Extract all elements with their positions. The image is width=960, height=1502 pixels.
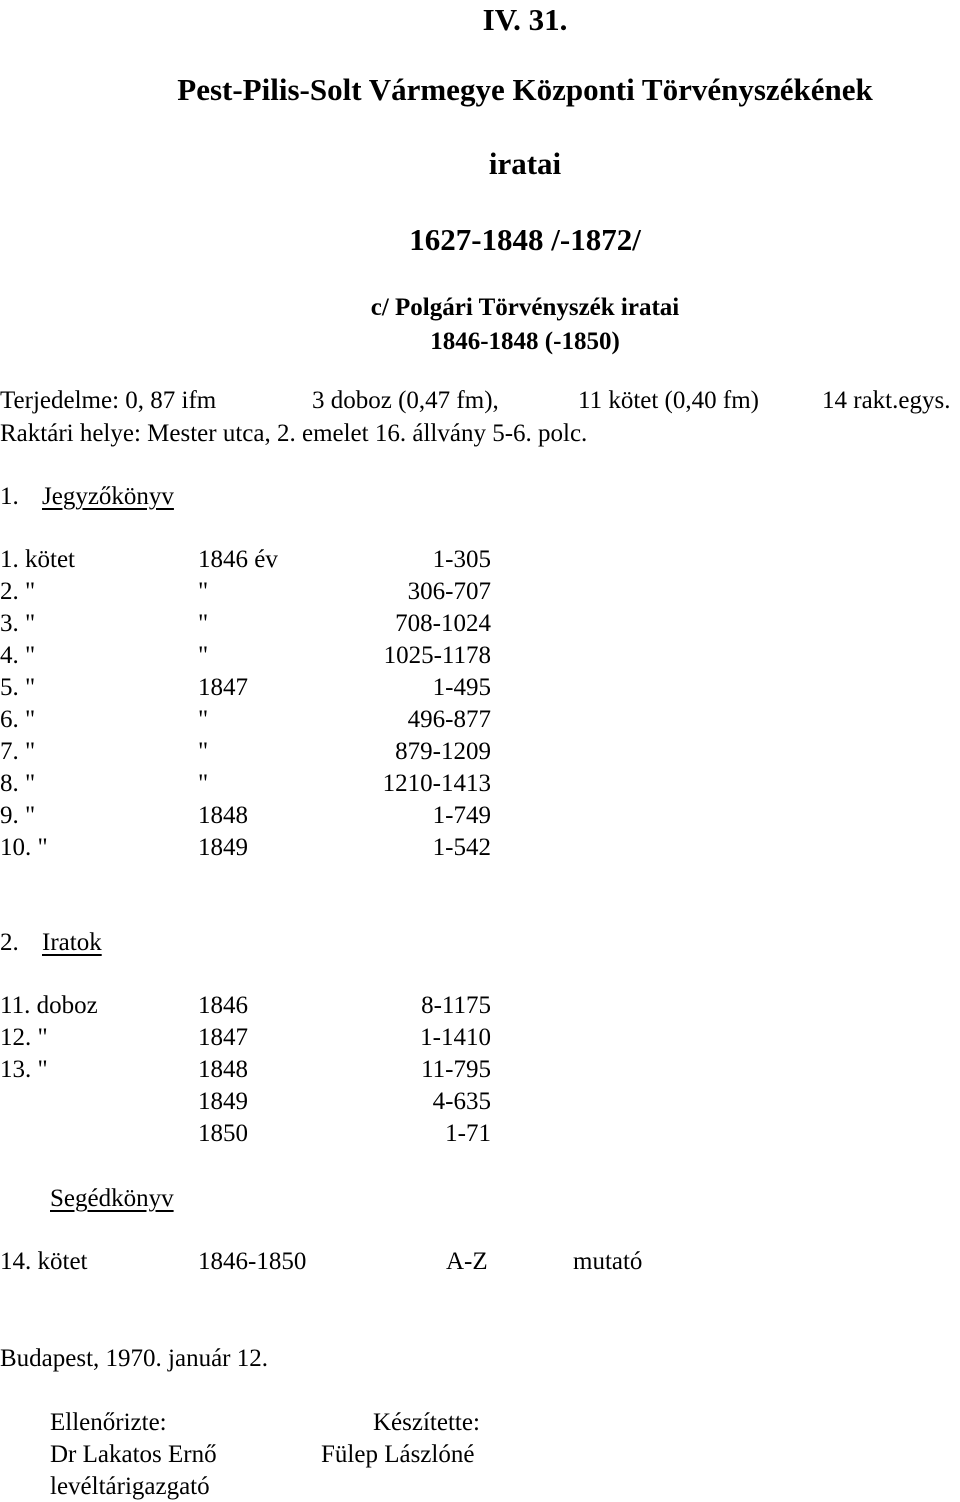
section3-title: Segédkönyv bbox=[50, 1185, 174, 1212]
subfonds-range: 1846-1848 (-1850) bbox=[430, 328, 620, 355]
volume-row-year: " bbox=[198, 706, 209, 733]
section2-number: 2. bbox=[0, 929, 19, 956]
volume-row-item: 3. " bbox=[0, 610, 36, 637]
date-range: 1627-1848 /-1872/ bbox=[409, 222, 641, 257]
volume-row-range: 1-495 bbox=[432, 674, 491, 701]
volume-row-range: 496-877 bbox=[407, 706, 491, 733]
volume-row-year: " bbox=[198, 578, 209, 605]
volume-row-item: 6. " bbox=[0, 706, 36, 733]
extent-units: 14 rakt.egys. bbox=[822, 387, 951, 414]
subfonds-title: c/ Polgári Törvényszék iratai bbox=[370, 294, 680, 321]
checked-name: Dr Lakatos Ernő bbox=[50, 1441, 217, 1468]
fonds-code: IV. 31. bbox=[482, 2, 568, 37]
volume-row-year: 1849 bbox=[198, 834, 248, 861]
volume-row-range: 879-1209 bbox=[395, 738, 491, 765]
box-row-item: 12. " bbox=[0, 1024, 48, 1051]
volume-row-year: " bbox=[198, 610, 209, 637]
volume-row-item: 9. " bbox=[0, 802, 36, 829]
extent-volumes: 11 kötet (0,40 fm) bbox=[578, 387, 759, 414]
volume-row-item: 4. " bbox=[0, 642, 36, 669]
volume-row-year: 1847 bbox=[198, 674, 248, 701]
checked-label: Ellenőrizte: bbox=[50, 1409, 167, 1436]
extent-boxes: 3 doboz (0,47 fm), bbox=[312, 387, 499, 414]
prepared-label: Készítette: bbox=[373, 1409, 480, 1436]
volume-row-item: 5. " bbox=[0, 674, 36, 701]
volume-row-range: 1-542 bbox=[432, 834, 491, 861]
box-row-year: 1847 bbox=[198, 1024, 248, 1051]
checked-role: levéltárigazgató bbox=[50, 1473, 210, 1500]
prepared-name: Fülep Lászlóné bbox=[321, 1441, 475, 1468]
volume-row-range: 1210-1413 bbox=[382, 770, 491, 797]
box-row-range: 1-1410 bbox=[420, 1024, 491, 1051]
section3-years: 1846-1850 bbox=[198, 1248, 307, 1275]
volume-row-range: 306-707 bbox=[407, 578, 491, 605]
box-row-year: 1849 bbox=[198, 1088, 248, 1115]
box-row-range: 4-635 bbox=[432, 1088, 491, 1115]
section3-item: 14. kötet bbox=[0, 1248, 88, 1275]
page-title: Pest-Pilis-Solt Vármegye Központi Törvényszékének bbox=[177, 72, 873, 107]
volume-row-year: " bbox=[198, 642, 209, 669]
box-row-range: 8-1175 bbox=[421, 992, 491, 1019]
volume-row-range: 1-305 bbox=[432, 546, 491, 573]
volume-row-item: 2. " bbox=[0, 578, 36, 605]
box-row-year: 1848 bbox=[198, 1056, 248, 1083]
section1-title: Jegyzőkönyv bbox=[42, 483, 174, 510]
section1-number: 1. bbox=[0, 483, 19, 510]
volume-row-item: 7. " bbox=[0, 738, 36, 765]
box-row-range: 11-795 bbox=[421, 1056, 491, 1083]
volume-row-year: 1848 bbox=[198, 802, 248, 829]
volume-row-year: " bbox=[198, 738, 209, 765]
storage-location: Raktári helye: Mester utca, 2. emelet 16. állvány 5-6. polc. bbox=[0, 420, 588, 447]
extent-label: Terjedelme: 0, 87 ifm bbox=[0, 387, 217, 414]
section3-kind: mutató bbox=[573, 1248, 643, 1275]
volume-row-item: 10. " bbox=[0, 834, 48, 861]
volume-row-year: " bbox=[198, 770, 209, 797]
page-subtitle: iratai bbox=[488, 146, 562, 181]
volume-row-range: 1025-1178 bbox=[383, 642, 491, 669]
box-row-year: 1850 bbox=[198, 1120, 248, 1147]
box-row-range: 1-71 bbox=[445, 1120, 491, 1147]
box-row-year: 1846 bbox=[198, 992, 248, 1019]
box-row-item: 11. doboz bbox=[0, 992, 98, 1019]
section3-range: A-Z bbox=[446, 1248, 488, 1275]
place-date: Budapest, 1970. január 12. bbox=[0, 1345, 269, 1372]
volume-row-range: 708-1024 bbox=[395, 610, 491, 637]
section2-title: Iratok bbox=[42, 929, 102, 956]
volume-row-item: 8. " bbox=[0, 770, 36, 797]
volume-row-range: 1-749 bbox=[432, 802, 491, 829]
volume-row-item: 1. kötet bbox=[0, 546, 75, 573]
volume-row-year: 1846 év bbox=[198, 546, 278, 573]
box-row-item: 13. " bbox=[0, 1056, 48, 1083]
